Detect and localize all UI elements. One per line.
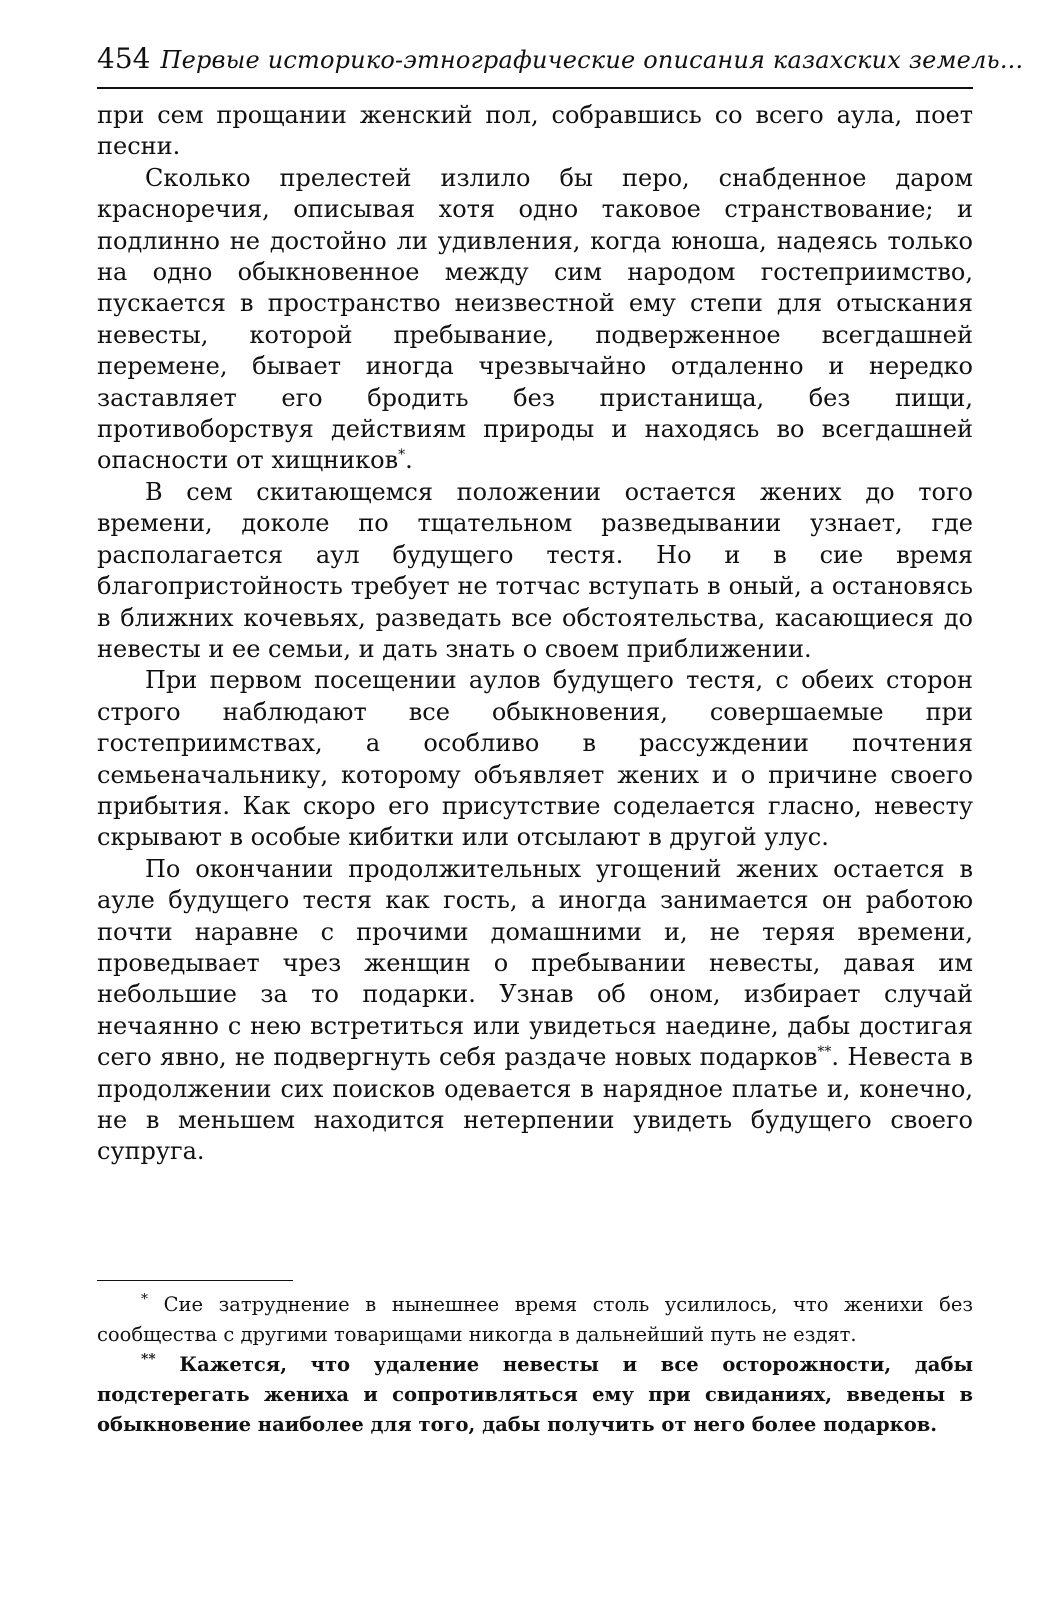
- running-title: Первые историко-этнографические описания казахских земель...: [160, 46, 1024, 74]
- page-header: [97, 42, 1024, 89]
- footnote-separator: [97, 1280, 293, 1281]
- paragraph: Сколько прелестей излило бы перо, снабденное даром красноречия, описывая хотя одно таковое странствование; и подлинно не достойно ли удивления, когда юноша, надеясь только на одно обыкновенное между сим народом гостеприимство, пускается в пространство неизвестной ему степи для отыскания невесты, которой пребывание, подверженное всегдашней перемене, бывает иногда чрезвычайно отдаленно и нередко заставляет его бродить без пристанища, без пищи, противоборствуя действиям природы и находясь во всегдашней опасности от хищников*.: [97, 163, 973, 475]
- footnote-marker: **: [141, 1351, 156, 1368]
- footnote: * Сие затруднение в нынешнее время столь усилилось, что женихи без сообщества с другими товарищами никогда в дальнейший путь не ездят.: [97, 1291, 973, 1346]
- footnote-marker: *: [141, 1291, 148, 1308]
- paragraph: При первом посещении аулов будущего тестя, с обеих сторон строго наблюдают все обыкновения, совершаемые при гостеприимствах, а особливо в рассуждении почтения семьеначальнику, которому объявляет жених и о причине своего прибытия. Как скоро его присутствие соделается гласно, невесту скрывают в особые кибитки или отсылают в другой улус.: [97, 666, 973, 852]
- page-body: [97, 100, 973, 1168]
- paragraph: В сем скитающемся положении остается жених до того времени, доколе по тщательном разведывании узнает, где располагается аул будущего тестя. Но и в сие время благопристойность требует не тотчас вступать в оный, а остановясь в ближних кочевьях, разведать все обстоятельства, касающиеся до невесты и ее семьи, и дать знать о своем приближении.: [97, 477, 973, 663]
- footnote-ref: **: [817, 1044, 832, 1061]
- footnote: ** Кажется, что удаление невесты и все осторожности, дабы подстерегать жениха и сопротивляться ему при свиданиях, введены в обыкновение наиболее для того, дабы получить от него более подарков.: [97, 1351, 973, 1436]
- paragraph: По окончании продолжительных угощений жених остается в ауле будущего тестя как гость, а иногда занимается он работою почти наравне с прочими домашними и, не теряя времени, проведывает чрез женщин о пребывании невесты, давая им небольшие за то подарки. Узнав об оном, избирает случай нечаянно с нею встретиться или увидеться наедине, дабы достигая сего явно, не подвергнуть себя раздаче новых подарков**. Невеста в продолжении сих поисков одевается в нарядное платье и, конечно, не в меньшем находится нетерпении увидеть будущего своего супруга.: [97, 854, 973, 1166]
- paragraph: при сем прощании женский пол, собравшись со всего аула, поет песни.: [97, 101, 973, 161]
- page-number: 454: [97, 42, 151, 75]
- footnotes: [97, 1290, 973, 1440]
- footnote-ref: *: [398, 447, 406, 464]
